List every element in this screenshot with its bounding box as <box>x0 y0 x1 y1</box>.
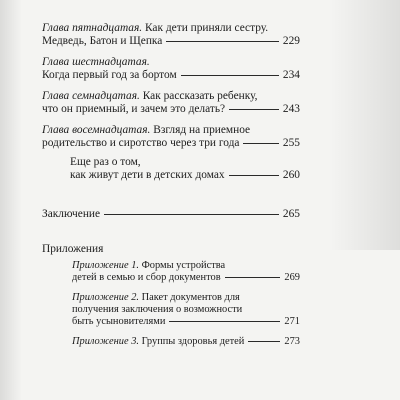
appendix-title-part: быть усыновителями <box>72 316 166 327</box>
dot-leader <box>243 143 278 144</box>
page-number: 234 <box>282 69 300 81</box>
toc-entry-chapter-15 <box>42 22 300 48</box>
dot-leader <box>166 41 279 42</box>
toc-entry-chapter-17 <box>42 90 300 116</box>
chapter-kicker: Глава шестнадцатая. <box>42 56 150 68</box>
dot-leader <box>229 109 279 110</box>
appendix-kicker: Приложение 2. <box>72 292 139 303</box>
page-number: 269 <box>284 272 300 283</box>
page-number: 229 <box>282 35 300 47</box>
appendix-kicker: Приложение 1. <box>72 260 139 271</box>
chapter-title-part: Как дети приняли сестру. <box>142 22 269 34</box>
appendix-kicker: Приложение 3. <box>72 336 139 347</box>
appendix-title-part: детей в семью и сбор документов <box>72 272 221 283</box>
toc-entry-conclusion <box>42 208 300 221</box>
chapter-kicker: Глава пятнадцатая. <box>42 22 143 34</box>
page-gutter-shadow <box>0 0 22 400</box>
toc-entry-appendix-2 <box>42 292 300 328</box>
appendix-title-part: Группы здоровья детей <box>138 336 245 347</box>
page-number: 243 <box>282 103 300 115</box>
conclusion-title: Заключение <box>42 208 101 220</box>
page-number: 265 <box>282 208 300 220</box>
chapter-kicker: Глава семнадцатая. <box>42 90 140 102</box>
sub-entry-title-part: как живут дети в детских домах <box>70 169 225 181</box>
dot-leader <box>181 75 279 76</box>
chapter-title-part: Когда первый год за бортом <box>42 69 177 81</box>
chapter-kicker: Глава восемнадцатая. <box>42 124 151 136</box>
page-number: 271 <box>284 316 300 327</box>
page-number: 255 <box>282 137 300 149</box>
chapter-title-part: Как рассказать ребенку, <box>139 90 258 102</box>
dot-leader <box>104 214 279 215</box>
table-of-contents <box>42 22 300 356</box>
appendix-title-part: Пакет документов для <box>138 292 240 303</box>
page-edge-shadow <box>330 0 400 250</box>
chapter-title-part: Медведь, Батон и Щепка <box>42 35 163 47</box>
dot-leader <box>229 175 279 176</box>
appendix-title-part: Формы устройства <box>138 260 226 271</box>
toc-entry-chapter-18 <box>42 124 300 150</box>
chapter-title-part: родительство и сиротство через три года <box>42 137 240 149</box>
sub-entry-title-part: Еще раз о том, <box>70 156 141 168</box>
toc-entry-chapter-16 <box>42 56 300 82</box>
dot-leader <box>169 321 280 322</box>
page-number: 260 <box>282 169 300 181</box>
toc-entry-appendix-1 <box>42 260 300 284</box>
dot-leader <box>248 341 280 342</box>
chapter-title-part: Взгляд на приемное <box>150 124 251 136</box>
toc-entry-appendix-3 <box>42 336 300 348</box>
appendices-heading: Приложения <box>42 243 104 255</box>
dot-leader <box>225 277 281 278</box>
toc-sub-entry <box>42 156 300 182</box>
page-number: 273 <box>284 336 300 347</box>
chapter-title-part: что он приемный, и зачем это делать? <box>42 103 226 115</box>
appendix-title-part: получения заключения о возможности <box>72 304 243 315</box>
